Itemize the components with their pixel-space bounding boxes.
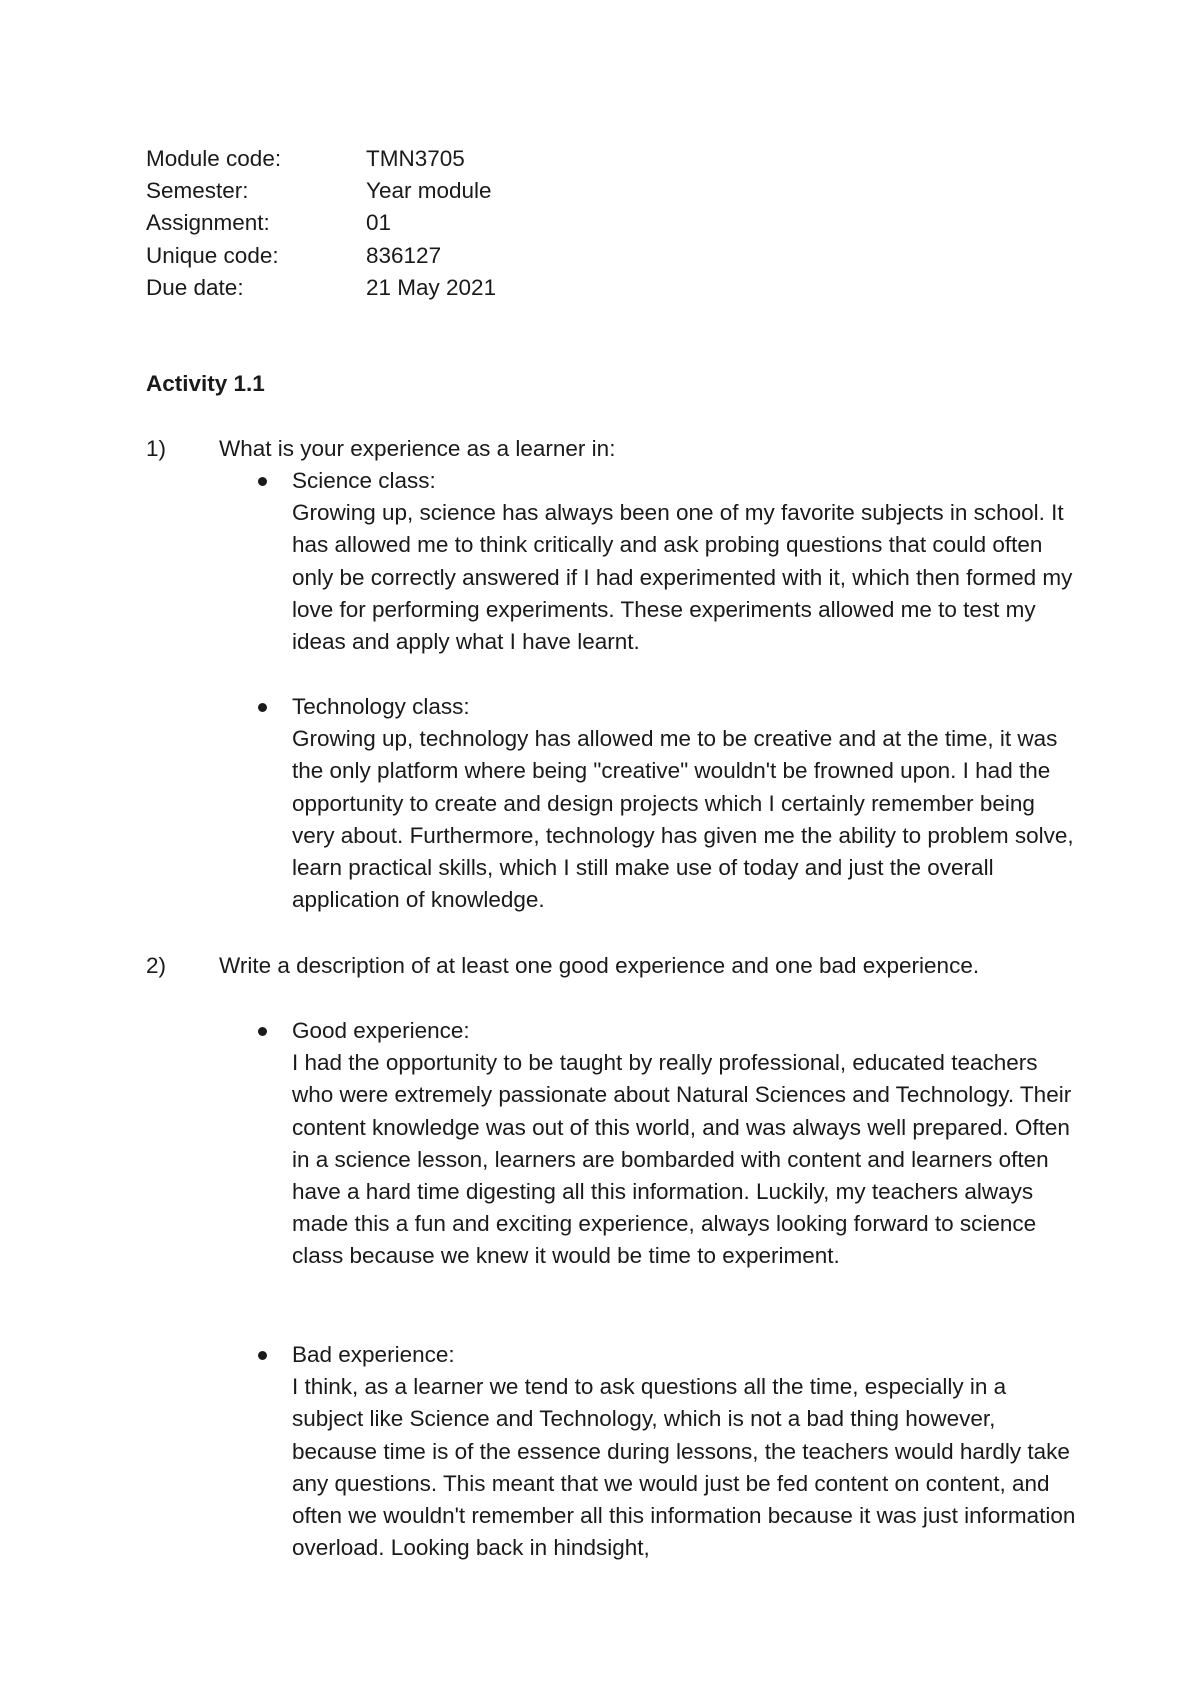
bullet-science-class bbox=[258, 465, 1078, 658]
meta-value: 01 bbox=[366, 210, 392, 236]
question-1 bbox=[146, 433, 1106, 465]
bullet-bad-experience bbox=[258, 1339, 1078, 1564]
question-number: 2) bbox=[146, 953, 167, 978]
meta-value: TMN3705 bbox=[366, 146, 465, 171]
bullet-body bbox=[292, 465, 1078, 658]
bullet-text: Growing up, technology has allowed me to be creative and at the time, it was the only platform where being "creative" wouldn't be frowned upon. I had the opportunity to create and design projects which I certainly remember being very about. Furthermore, technology has given me the ability to problem solve, learn practical skills, which I still make use of today and just the overall application of knowledge. bbox=[292, 726, 1074, 913]
bullet-text: I had the opportunity to be taught by really professional, educated teachers who were extremely passionate about Natural Sciences and Technology. Their content knowledge was out of this world, and was always well prepared. Often in a science lesson, learners are bombarded with content and learners often have a hard time digesting all this information. Luckily, my teachers always made this a fun and exciting experience, always looking forward to science class because we knew it would be time to experiment. bbox=[292, 1050, 1072, 1269]
meta-row-module-code bbox=[146, 143, 496, 175]
meta-label: Assignment: bbox=[146, 210, 270, 236]
meta-value: 836127 bbox=[366, 242, 442, 268]
question-text: Write a description of at least one good experience and one bad experience. bbox=[219, 953, 980, 978]
meta-label: Module code: bbox=[146, 146, 282, 171]
bullet-body bbox=[292, 691, 1078, 916]
meta-value: 21 May 2021 bbox=[366, 274, 497, 300]
meta-value: Year module bbox=[366, 178, 492, 204]
bullet-dot-icon bbox=[258, 691, 292, 916]
bullet-technology-class bbox=[258, 691, 1078, 916]
activity-heading: Activity 1.1 bbox=[146, 371, 265, 396]
bullet-text: I think, as a learner we tend to ask questions all the time, especially in a subject like Science and Technology, which is not a bad thing however, because time is of the essence during lessons, the teachers would hardly take any questions. This meant that we would just be fed content on content, and often we wouldn't remember all this information because it was just information overload. Looking back in hindsight, bbox=[292, 1374, 1076, 1561]
assignment-details bbox=[146, 143, 496, 304]
question-text: What is your experience as a learner in: bbox=[219, 436, 616, 461]
bullet-title: Technology class: bbox=[292, 694, 470, 719]
meta-row-unique-code bbox=[146, 240, 496, 272]
bullet-body bbox=[292, 1015, 1078, 1273]
bullet-title: Good experience: bbox=[292, 1018, 470, 1043]
bullet-body bbox=[292, 1339, 1078, 1564]
meta-row-semester bbox=[146, 175, 496, 207]
bullet-title: Science class: bbox=[292, 468, 436, 493]
bullet-dot-icon bbox=[258, 465, 292, 658]
bullet-text: Growing up, science has always been one of my favorite subjects in school. It has allowed me to think critically and ask probing questions that could often only be correctly answered if I had experimented with it, which then formed my love for performing experiments. These experiments allowed me to test my ideas and apply what I have learnt. bbox=[292, 500, 1073, 655]
meta-label: Due date: bbox=[146, 274, 244, 300]
meta-label: Semester: bbox=[146, 178, 249, 204]
bullet-title: Bad experience: bbox=[292, 1342, 455, 1367]
question-2 bbox=[146, 950, 1106, 982]
bullet-dot-icon bbox=[258, 1015, 292, 1273]
meta-row-due-date bbox=[146, 272, 496, 304]
meta-row-assignment bbox=[146, 207, 496, 239]
meta-label: Unique code: bbox=[146, 242, 279, 268]
bullet-dot-icon bbox=[258, 1339, 292, 1564]
bullet-good-experience bbox=[258, 1015, 1078, 1273]
question-number: 1) bbox=[146, 436, 167, 461]
